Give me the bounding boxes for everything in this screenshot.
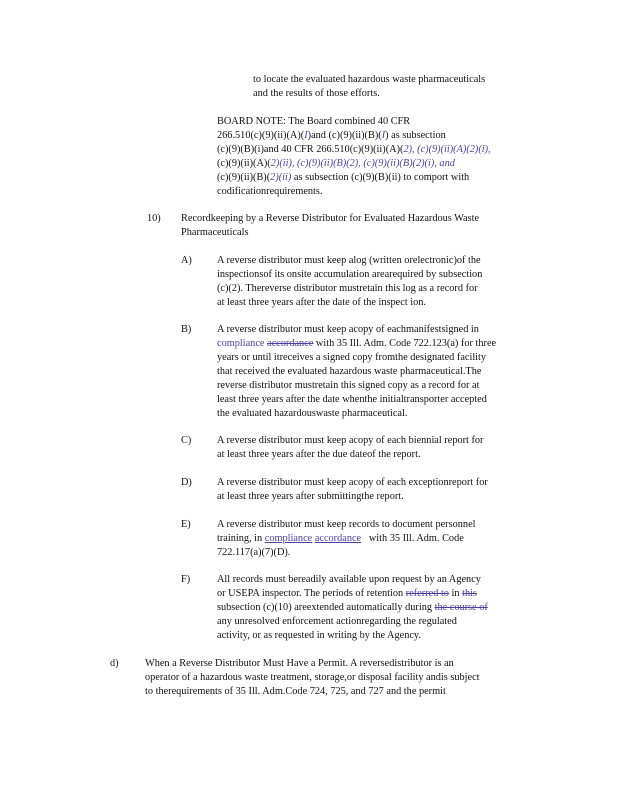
deleted-text: referred to — [405, 588, 449, 599]
item-e-text: A reverse distributor must keep records to document personnel training, in compliance accordance with 35 Ill. Adm. Code 722.117(a)(7)(D). — [217, 519, 476, 558]
item-b-text: A reverse distributor must keep acopy of eachmanifestsigned in compliance accordance with 35 Ill. Adm. Code 722.123(a) for three years or until itreceives a signed copy fromthe designated facility that received the evaluated hazardous waste pharmaceutical.The reverse distributor mustretain this signed copy as a record for at least three years after the date whenthe initialtransporter accepted the evaluated hazardouswaste pharmaceutical. — [217, 324, 497, 419]
inserted-text: compliance — [264, 533, 313, 544]
intro-text — [253, 73, 511, 101]
item-d-label: D) — [181, 477, 192, 488]
item-f-text: All records must bereadily available upon request by an Agency or USEPA inspector. The periods of retention referred to in this subsection (c)(10) areextended automatically during the course of any unresolved enforcement actionregarding the regulated activity, or as requested in writing by the Agency. — [217, 574, 488, 641]
item-10-label: 10) — [147, 213, 161, 224]
deleted-text: accordance — [267, 338, 314, 349]
section-d-text: When a Reverse Distributor Must Have a Permit. A reversedistributor is an operator of a hazardous waste treatment, storage,or disposal facility andis subject to therequirements of 35 Ill. Adm.Code 724, 725, and 727 and the permit — [145, 658, 480, 697]
inserted-text: compliance — [217, 338, 265, 349]
board-note-line: 266.510(c)(9)(ii)(A)(I)and (c)(9)(ii)(B)(I) as subsection — [217, 130, 446, 141]
section-d-label: d) — [110, 658, 119, 669]
deleted-text: the course of — [434, 602, 488, 613]
item-b-label: B) — [181, 324, 192, 335]
inserted-text: accordance — [314, 533, 362, 544]
item-f-label: F) — [181, 574, 191, 585]
item-d-text: A reverse distributor must keep acopy of each exceptionreport for at least three years after submittingthe report. — [217, 477, 488, 502]
board-note-line: BOARD NOTE: The Board combined 40 CFR — [217, 116, 411, 127]
item-c-label: C) — [181, 435, 192, 446]
board-note-line: codificationrequirements. — [217, 186, 323, 197]
board-note-line: (c)(9)(ii)(A)(2)(ii), (c)(9)(ii)(B)(2), (c)(9)(ii)(B)(2)(i), and — [217, 158, 455, 169]
intro-line: to locate the evaluated hazardous waste pharmaceuticals — [253, 74, 486, 85]
board-note-line: (c)(9)(B)(i)and 40 CFR 266.510(c)(9)(ii)(A)(2), (c)(9)(ii)(A)(2)(i), — [217, 144, 491, 155]
board-note-line: (c)(9)(ii)(B)(2)(ii) as subsection (c)(9)(B)(ii) to comport with — [217, 172, 470, 183]
intro-line: and the results of those efforts. — [253, 88, 380, 99]
deleted-text: this — [462, 588, 477, 599]
item-e-label: E) — [181, 519, 191, 530]
board-note — [217, 115, 509, 199]
item-c-text: A reverse distributor must keep acopy of each biennial report for at least three years after the due dateof the report. — [217, 435, 484, 460]
item-a-label: A) — [181, 255, 192, 266]
item-10-title: Recordkeeping by a Reverse Distributor for Evaluated Hazardous Waste Pharmaceuticals — [181, 213, 480, 238]
item-a-text: A reverse distributor must keep alog (written orelectronic)of the inspectionsof its onsite accumulation arearequired by subsection (c)(2). Thereverse distributor mustretain this log as a record for at least three years after the date of the inspect ion. — [217, 255, 483, 308]
